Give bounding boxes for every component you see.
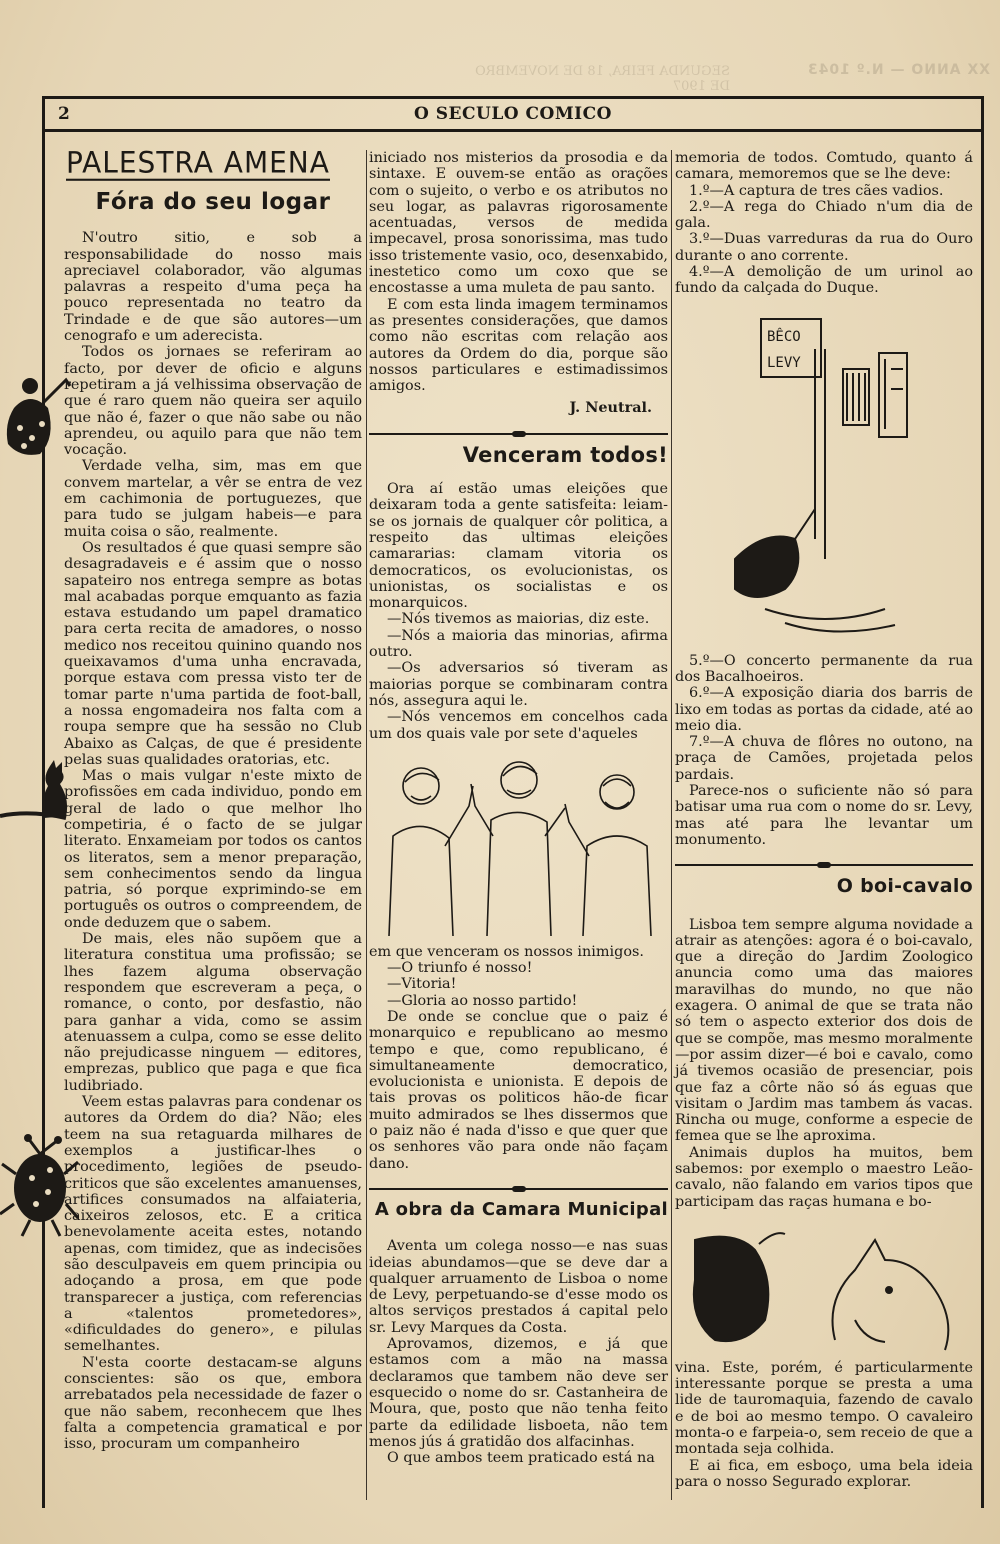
paragraph: Aventa um colega nosso—e nas suas ideias abundamos—que se deve dar a qualquer arruamento de Lisboa o nome de Levy, perpetuando-se d'esse modo os altos serviços prestados á capital pelo sr. Levy Marques da Costa.: [369, 1238, 668, 1336]
paragraph: Mas o mais vulgar n'este mixto de profissões em cada individuo, pondo em geral de lado o que melhor lho competiria, é o facto de se julgar literato. Enxameiam por todos os cantos os literatos, sem a menor preparação, sem conhecimentos sendo da lingua patria, só porque exprimindo-se em português os outros o compreendem, de onde deduzem que o sabem.: [64, 768, 362, 931]
list-item: 1.º—A captura de tres cães vadios.: [689, 182, 944, 199]
divider: [369, 1186, 668, 1192]
paragraph: memoria de todos. Comtudo, quanto á camara, memoremos que se lhe deve:: [675, 150, 973, 183]
paragraph: N'esta coorte destacam-se alguns conscientes: são os que, embora arrebatados pela necessidade de fazer o que não sabem, reconhecem que lhes falta a competencia gramatical e por isso, procuram um companheiro: [64, 1354, 362, 1453]
divider: [675, 862, 973, 868]
paragraph: De onde se conclue que o paiz é monarquico e republicano ao mesmo tempo e que, como republicano, é simultaneamente democratico, evolucionista e unionista. E depois de tais provas os politicos hão-de ficar muito admirados se lhes dissermos que o paiz não é nada d'isso e que quer que os senhores vão para onde não façam dano.: [369, 1008, 668, 1172]
page-header: [42, 96, 984, 132]
column-rule-1: [366, 150, 367, 1500]
dancer-illustration: [0, 368, 72, 460]
paragraph: Parece-nos o suficiente não só para batisar uma rua com o nome do sr. Levy, mas até para lhe levantar um monumento.: [675, 783, 973, 848]
column-1: [64, 145, 362, 1453]
paragraph: Aprovamos, dizemos, e já que estamos com a mão na massa declaramos que tambem não deve ser esquecido o nome do sr. Castanheira de Moura, que, posto que não tenha feito parte da edilidade lisboeta, não tem menos jús á gratidão dos alfacinhas.: [369, 1336, 668, 1450]
article-title: Venceram todos!: [462, 442, 668, 467]
article-title: A obra da Camara Municipal: [374, 1198, 668, 1220]
paragraph: Ora aí estão umas eleições que deixaram toda a gente satisfeita: leiam-se os jornais de qualquer côr politica, a respeito das ultimas eleições camararias: clamam vitoria os democraticos, os evolucionistas, os unionistas, os socialistas e os monarquicos.: [369, 481, 668, 612]
column-2: [369, 150, 668, 1466]
signature: J. Neutral.: [569, 399, 652, 417]
paragraph: Verdade velha, sim, mas em que convem martelar, a vêr se entra de vez em cachimonia de portuguezes, que para tudo se julgam habeis—e para muita coisa o são, realmente.: [64, 458, 362, 540]
sign-text: LEVY: [767, 354, 801, 371]
list-item: 2.º—A rega do Chiado n'um dia de gala.: [675, 198, 973, 232]
paragraph: De mais, eles não supõem que a literatura constitua uma profissão; se lhes fazem alguma observação respondem que escreveram a peça, o romance, o conto, por desfastio, não para ganhar a vida, como se assim atenuassem a culpa, como se esse delito não prejudicasse ninguem — editores, emprezas, publico que paga e que fica ludibriado.: [64, 931, 362, 1094]
paragraph: —Nós a maioria das minorias, afirma outro.: [369, 627, 668, 661]
paragraph: —O triunfo é nosso!: [387, 960, 533, 977]
bleed-through-date: SEGUNDA FEIRA, 18 DE NOVEMBRO DE 1907: [475, 64, 730, 94]
list-item: 5.º—O concerto permanente da rua dos Bacalhoeiros.: [675, 652, 973, 685]
paragraph: N'outro sitio, e sob a responsabilidade do nosso mais apreciavel colaborador, vão algumas palavras a respeito d'uma peça ha pouco representada no teatro da Trindade e de que são autores—um cenografo e um aderecista.: [64, 230, 362, 345]
column-rule-2: [671, 150, 672, 1500]
newspaper-title: O SECULO COMICO: [414, 104, 612, 124]
bleed-through-text: XX ANNO — N.º 1043: [806, 62, 990, 78]
paragraph: —Nós vencemos em concelhos cada um dos quais vale por sete d'aqueles: [369, 709, 668, 742]
paragraph: E ai fica, em esboço, uma bela ideia para o nosso Segurado explorar.: [675, 1457, 973, 1490]
divider: [369, 431, 668, 437]
paragraph: —Vitoria!: [387, 976, 457, 993]
list-item: 6.º—A exposição diaria dos barris de lixo em todas as portas da cidade, até ao meio dia.: [675, 685, 973, 734]
paragraph: —Gloria ao nosso partido!: [387, 992, 578, 1009]
beco-levy-illustration: [675, 309, 973, 649]
paragraph: em que venceram os nossos inimigos.: [369, 943, 644, 960]
list-item: 4.º—A demolição de um urinol ao fundo da calçada do Duque.: [675, 264, 973, 297]
paragraph: —Os adversarios só tiveram as maiorias porque se combinaram contra nós, assegura aqui le.: [369, 660, 668, 709]
paragraph: iniciado nos misterios da prosodia e da sintaxe. E ouvem-se então as orações com o sujeito, o verbo e os atributos no seu logar, as palavras rigorosamente acentuadas, versos de medida impecavel, prosa sonorissima, mas tudo isso tristemente vasio, oco, desenxabido, inestetico como um coxo que se encostasse a uma muleta de pau santo.: [369, 150, 668, 297]
page-number: 2: [58, 104, 70, 124]
politicians-illustration: [369, 746, 668, 942]
paragraph: E com esta linda imagem terminamos as presentes considerações, que damos como não escritas com relação aos autores da Ordem do dia, porque são nossos particulares e estimadissimos amigos.: [369, 296, 668, 395]
article-title: O boi-cavalo: [836, 875, 973, 898]
paragraph: O que ambos teem praticado está na: [387, 1450, 655, 1467]
paragraph: Animais duplos ha muitos, bem sabemos: por exemplo o maestro Leão-cavalo, não falando em varios tipos que participam das raças humana e bo-: [675, 1144, 973, 1210]
paragraph: Veem estas palavras para condenar os autores da Ordem do dia? Não; eles teem na sua retaguarda milhares de exemplos a justificar-lhes o procedimento, legiões de pseudo-criticos que são excelentes amanuenses, artifices consumados na alfaiateria, caixeiros zelosos, etc. E a critica benevolamente aceita estes, notando apenas, com timidez, que as indecisões são desculpaveis em quem principia ou adoçando a prosa, em que pode transparecer a justiça, com referencias a «talentos prometedores», «dificuldades do genero», e pilulas semelhantes.: [64, 1094, 362, 1355]
bull-horse-illustration: [675, 1220, 973, 1356]
list-item: 7.º—A chuva de flôres no outono, na praça de Camões, projetada pelos pardais.: [675, 734, 973, 783]
column-3: [675, 150, 973, 1490]
paragraph: —Nós tivemos as maiorias, diz este.: [387, 611, 650, 628]
section-title: PALESTRA AMENA: [66, 145, 330, 180]
paragraph: Lisboa tem sempre alguma novidade a atrair as atenções: agora é o boi-cavalo, que a direção do Jardim Zoologico anuncia como uma das maiores maravilhas do mundo, no que não exagera. O animal de que se trata não só tem o aspecto exterior dos dois de que se compõe, mas mesmo moralmente—por assim dizer—é boi e cavalo, como já tivemos ocasião de presenciar, pois que faz a côrte não só ás eguas que visitam o Jardim mas tambem ás vacas. Rincha ou muge, conforme a especie de femea que se lhe aproxima.: [675, 916, 973, 1145]
list-item: 3.º—Duas varreduras da rua do Ouro durante o ano corrente.: [675, 231, 973, 264]
paragraph: vina. Este, porém, é particularmente interessante porque se presta a uma lide de tauromaquia, fazendo de cavalo e de boi ao mesmo tempo. O cavaleiro monta-o e farpeia-o, sem receio de que a montada seja colhida.: [675, 1359, 973, 1458]
sign-text: BÊCO: [767, 328, 801, 345]
paragraph: Todos os jornaes se referiram ao facto, por dever de oficio e alguns repetiram a já velhissima observação de que é raro quem não queira ser aquilo que não é, fazer o que não sabe ou não aprendeu, ou aquilo para que não tem vocação.: [64, 344, 362, 459]
paragraph: Os resultados é que quasi sempre são desagradaveis e é assim que o nosso sapateiro nos entrega sempre as botas mal acabadas porque emquanto as fazia estava estudando um papel dramatico para certa recita de amadores, o nosso medico nos receitou quinino quando nos queixavamos d'uma unha encravada, porque estava com pressa visto ter de tomar parte n'uma partida de foot-ball, a nossa engomadeira nos falta com a roupa sempre que ha sessão no Club Abaixo as Calças, de que é presidente pelas suas qualidades oratorias, etc.: [64, 539, 362, 768]
article-title: Fóra do seu logar: [95, 189, 331, 215]
